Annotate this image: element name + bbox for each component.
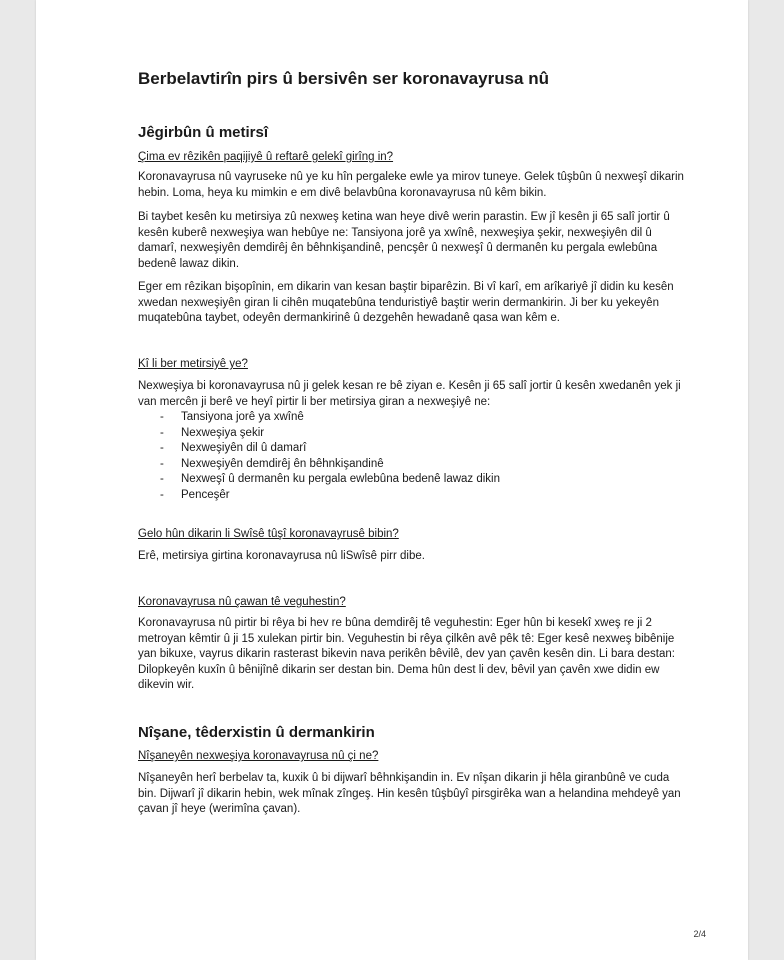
list-item: - Nexweşiyên demdirêj ên bêhnkişandinê [160, 457, 384, 470]
paragraph: Koronavayrusa nû pirtir bi rêya bi hev re bûna demdirêj tê veguhestin: Eger hûn bi kesekî xweş re ji 2 metroyan kêmtir û ji 15 xulekan pirtir bin. Veguhestin bi rêya çilkên avê pêk tê: Eger kesê nexweş bibênije yan bikuxe, vayrus dikarin rasterast bikevin nava perikên bêvilê, dev yan çavên kesên din. Li bara destan: Dilopkeyên kuxîn û bênijînê dikarin ser destan bin. Dema hûn dest li dev, bêvil yan çavên xwe didin ew dikevin wir. [138, 617, 675, 692]
document-title: Berbelavtirîn pirs û bersivên ser koronavayrusa nû [138, 69, 549, 88]
page-number: 2/4 [693, 929, 706, 939]
paragraph: Nexweşiya bi koronavayrusa nû ji gelek kesan re bê ziyan e. Kesên ji 65 salî jortir û kesên xwedanên yek ji van mercên ji berê ve heyî pirtir li ber metirsiya giran a nexweşiyê ne: [138, 380, 681, 408]
list-item: - Nexweşiyên dil û damarî [160, 442, 307, 454]
paragraph: Bi taybet kesên ku metirsiya zû nexweş ketina wan heye divê werin parastin. Ew jî kesên ji 65 salî jortir û kesên kuberê nexweşiya wan hebûye ne: Tansiyona jorê ya xwînê, nexweşiya şekir, nexweşiyên dil û damarî, nexweşiyên demdirêj ên bêhnkişandinê, pencşêr û nexweşî û dermanên ku pergala ewlebûna bedenê lawaz dikin. [138, 211, 670, 270]
question-hygiene-rules: Çima ev rêzikên paqijiyê û reftarê gelekî girîng in? [138, 151, 394, 163]
question-infection-switzerland: Gelo hûn dikarin li Swîsê tûşî koronavayrusê bibin? [138, 528, 399, 540]
question-who-at-risk: Kî li ber metirsiyê ye? [138, 358, 248, 370]
section-heading-symptoms: Nîşane, têderxistin û dermankirin [138, 724, 375, 741]
paragraph: Nîşaneyên herî berbelav ta, kuxik û bi dijwarî bêhnkişandin in. Ev nîşan dikarin ji hêla giranbûnê ve cuda bin. Dijwarî jî dikarin hebin, wek mînak zîngeş. Hin kesên tûşbûyî pirsgirêka wan a helandina mehdeyê yan çavan jî heye (werimîna çavan). [138, 772, 681, 816]
paragraph: Eger em rêzikan bişopînin, em dikarin van kesan baştir biparêzin. Bi vî karî, em arîkariyê jî didin ku kesên xwedan nexweşiyên giran li cihên muqatebûna tenduristiyê baştir werin dermankirin. Ji ber ku yekeyên muqatebûna taybet, odeyên dermankirinê û dezgehên hewadanê qasa wan kêm e. [138, 281, 674, 325]
question-symptoms: Nîşaneyên nexweşiya koronavayrusa nû çi ne? [138, 750, 379, 762]
risk-conditions-list [138, 410, 500, 503]
list-item: - Nexweşî û dermanên ku pergala ewlebûna bedenê lawaz dikin [160, 473, 501, 485]
document-page [36, 0, 748, 960]
list-item: - Penceşêr [160, 488, 230, 501]
section-heading-prevention: Jêgirbûn û metirsî [138, 124, 269, 141]
paragraph: Erê, metirsiya girtina koronavayrusa nû liSwîsê pirr dibe. [138, 550, 425, 562]
list-item: - Nexweşiya şekir [160, 426, 265, 439]
list-item: - Tansiyona jorê ya xwînê [160, 411, 304, 423]
paragraph: Koronavayrusa nû vayruseke nû ye ku hîn pergaleke ewle ya mirov tuneye. Gelek tûşbûn û nexweşî dikarin hebin. Loma, heya ku mimkin e em divê belavbûna koronavayrusa nû kêm bikin. [138, 171, 684, 199]
question-transmission: Koronavayrusa nû çawan tê veguhestin? [138, 596, 346, 608]
